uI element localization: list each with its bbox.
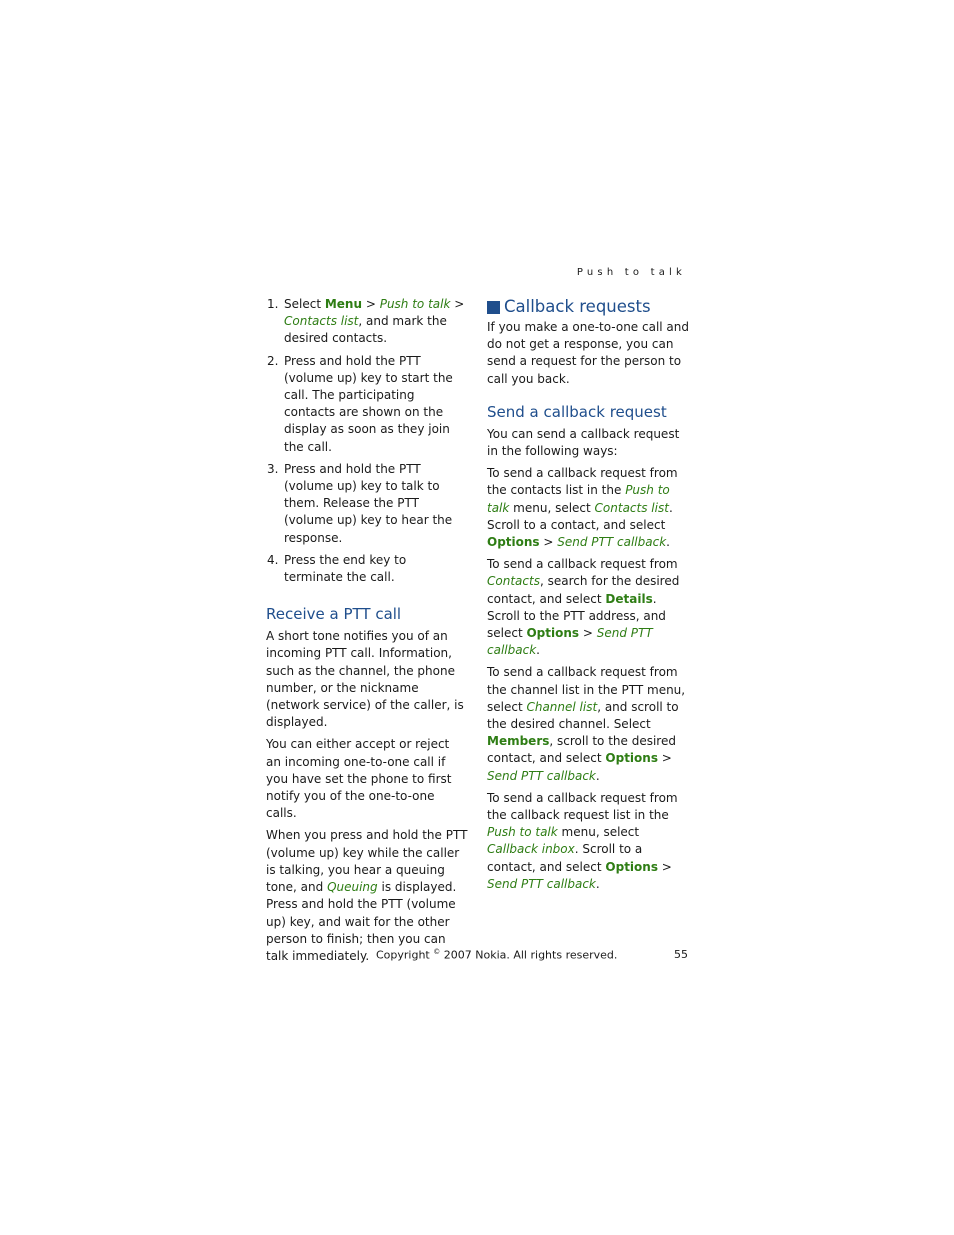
step-3 — [266, 461, 468, 547]
callback-intro: If you make a one-to-one call and do not get a response, you can send a request for the person to call you back. — [487, 320, 690, 386]
send-paragraph-1: You can send a callback request in the following ways: — [487, 426, 680, 459]
menu-item-push-to-talk: Push to talk — [379, 297, 451, 311]
menu-item-options: Options — [487, 535, 540, 550]
menu-item-send-ptt-callback: Send PTT callback — [487, 876, 596, 891]
receive-ptt-heading: Receive a PTT call — [266, 605, 402, 624]
copyright-notice: Copyright © 2007 Nokia. All rights reserved. — [376, 948, 618, 962]
send-paragraph-4: To send a callback request from the channel list in the PTT menu, select Channel list, and scroll to the desired channel. Select Members, scroll to the desired contact, and select Options > Send PTT callback. — [487, 665, 686, 783]
menu-item-options: Options — [526, 626, 580, 641]
menu-item-send-ptt-callback: Send PTT callback — [487, 768, 596, 783]
left-column — [266, 296, 468, 970]
menu-item-send-ptt-callback: Send PTT callback — [557, 535, 667, 550]
menu-item-contacts: Contacts — [487, 574, 540, 589]
steps-list — [266, 296, 468, 586]
menu-item-push-to-talk: Push to talk — [487, 825, 558, 840]
menu-item-options: Options — [605, 751, 658, 766]
menu-item-callback-inbox: Callback inbox — [487, 842, 575, 857]
section-square-icon — [487, 301, 500, 314]
step-2 — [266, 353, 468, 456]
menu-item-options: Options — [605, 859, 658, 874]
step-number: 3. — [267, 461, 279, 476]
send-callback-heading: Send a callback request — [487, 402, 667, 421]
menu-item-details: Details — [605, 591, 653, 606]
copyright-symbol: © — [433, 948, 441, 956]
menu-item-push-to-talk: Push to talk — [487, 483, 670, 515]
step-text: Press the end key to terminate the call. — [284, 552, 407, 585]
receive-paragraph-2: You can either accept or reject an incoming one-to-one call if you have set the phone to first notify you of the one-to-one calls. — [266, 737, 452, 821]
step-number: 4. — [267, 552, 279, 567]
send-paragraph-2: To send a callback request from the contacts list in the Push to talk menu, select Contacts list. Scroll to a contact, and select Options > Send PTT callback. — [487, 466, 678, 550]
receive-paragraph-3: When you press and hold the PTT (volume up) key while the caller is talking, you hear a queuing tone, and Queuing is displayed. Press and hold the PTT (volume up) key, and wait for the other person to finish; then you can talk immediately. — [266, 828, 468, 963]
step-number: 1. — [267, 297, 279, 311]
right-column — [487, 296, 689, 898]
receive-paragraph-1: A short tone notifies you of an incoming PTT call. Information, such as the channel, the phone number, or the nickname (network service) of the caller, is displayed. — [266, 629, 464, 730]
menu-item-contacts-list: Contacts list — [284, 314, 359, 329]
menu-item-contacts-list: Contacts list — [594, 500, 669, 515]
step-4 — [266, 552, 468, 586]
menu-item-members: Members — [487, 734, 550, 749]
menu-item-send-ptt-callback: Send PTT callback — [487, 626, 653, 658]
step-text: Press and hold the PTT (volume up) key to talk to them. Release the PTT (volume up) key to hear the response. — [284, 461, 453, 545]
menu-item-channel-list: Channel list — [526, 699, 598, 714]
send-paragraph-3: To send a callback request from Contacts, search for the desired contact, and select Details. Scroll to the PTT address, and select Options > Send PTT callback. — [487, 557, 680, 658]
step-1: 1. Select Menu > Push to talk > Contacts list, and mark the desired contacts. — [267, 297, 465, 346]
callback-requests-heading: Callback requests — [487, 296, 689, 318]
step-text: Press and hold the PTT (volume up) key to start the call. The participating contacts are shown on the display as soon as they join the call. — [284, 353, 453, 454]
menu-item-queuing: Queuing — [327, 880, 378, 895]
step-number: 2. — [267, 353, 279, 368]
running-header: Push to talk — [576, 267, 686, 278]
send-paragraph-5: To send a callback request from the callback request list in the Push to talk menu, select Callback inbox. Scroll to a contact, and select Options > Send PTT callback. — [487, 790, 678, 891]
menu-item-menu: Menu — [324, 297, 363, 311]
page-number: 55 — [674, 948, 688, 961]
